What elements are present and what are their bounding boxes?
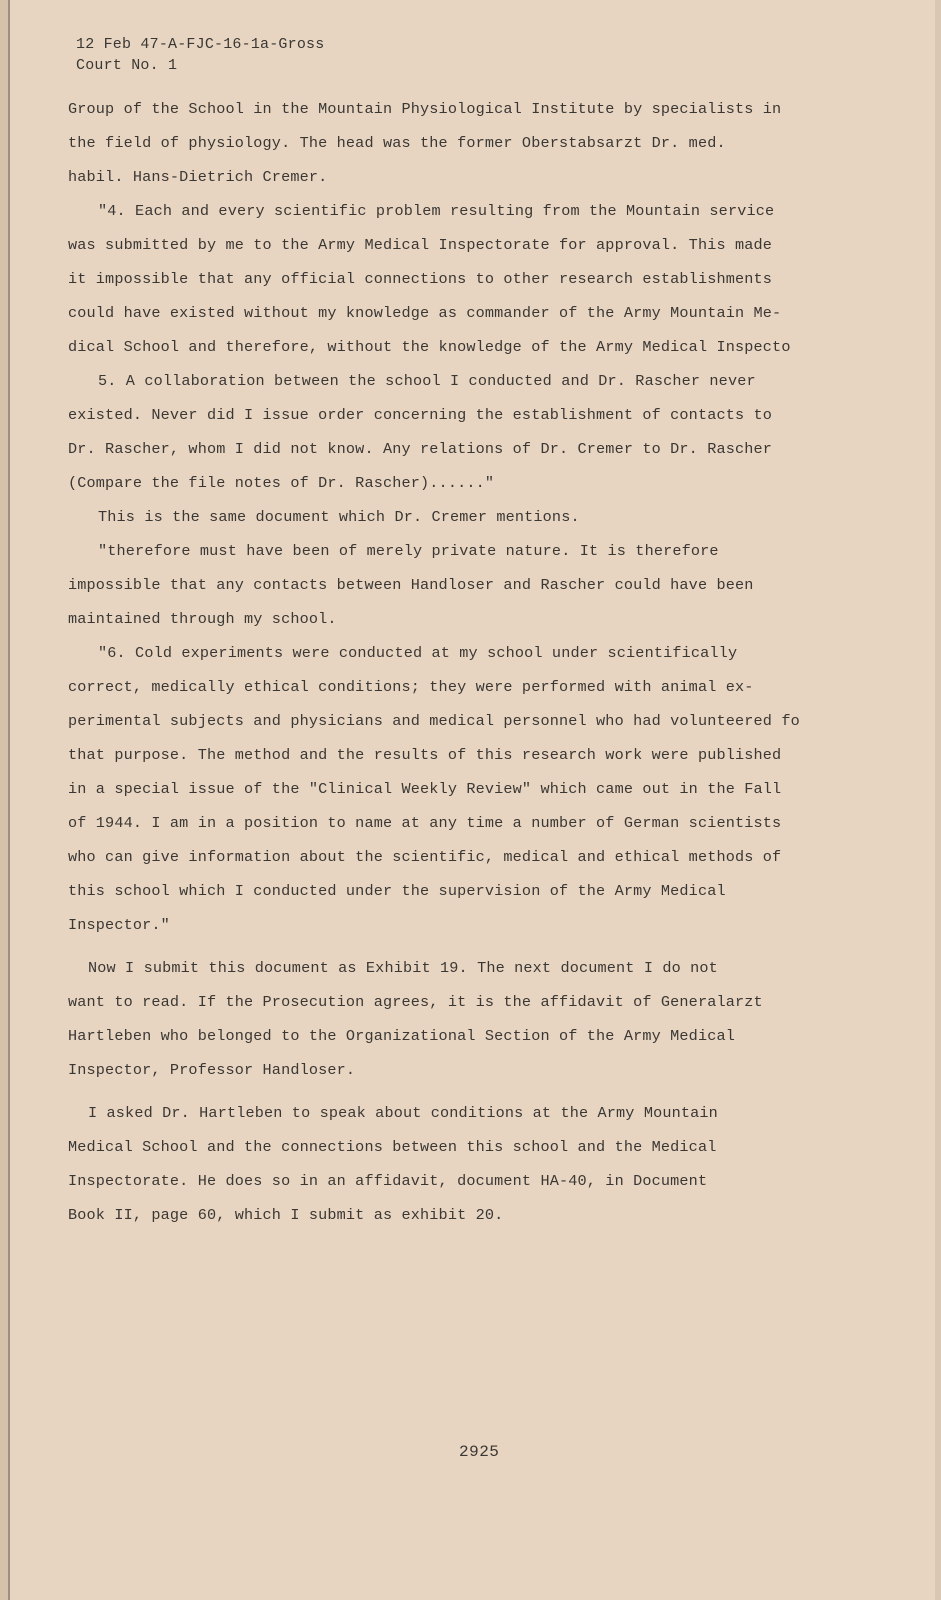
text-line: impossible that any contacts between Handloser and Rascher could have been	[68, 576, 754, 594]
text-line: Group of the School in the Mountain Physiological Institute by specialists in	[68, 100, 782, 118]
header-reference: 12 Feb 47-A-FJC-16-1a-Gross	[76, 36, 325, 53]
text-line: Inspectorate. He does so in an affidavit, document HA-40, in Document	[68, 1172, 708, 1190]
text-line: it impossible that any official connections to other research establishments	[68, 270, 773, 288]
text-line: Now I submit this document as Exhibit 19. The next document I do not	[88, 959, 718, 977]
text-line: could have existed without my knowledge as commander of the Army Mountain Me-	[68, 304, 782, 322]
text-line: want to read. If the Prosecution agrees, it is the affidavit of Generalarzt	[68, 993, 763, 1011]
text-line: Dr. Rascher, whom I did not know. Any relations of Dr. Cremer to Dr. Rascher	[68, 440, 773, 458]
text-line: "therefore must have been of merely private nature. It is therefore	[98, 542, 719, 560]
text-line: this school which I conducted under the supervision of the Army Medical	[68, 882, 726, 900]
paper-binding-line	[8, 0, 10, 1600]
text-line: the field of physiology. The head was the former Oberstabsarzt Dr. med.	[68, 134, 726, 152]
text-line: existed. Never did I issue order concerning the establishment of contacts to	[68, 406, 773, 424]
paper-left-edge	[0, 0, 8, 1600]
page-number: 2925	[459, 1443, 500, 1461]
text-line: of 1944. I am in a position to name at any time a number of German scientists	[68, 814, 782, 832]
text-line: that purpose. The method and the results of this research work were published	[68, 746, 782, 764]
text-line: habil. Hans-Dietrich Cremer.	[68, 168, 328, 186]
text-line: "6. Cold experiments were conducted at my school under scientifically	[98, 644, 738, 662]
text-line: who can give information about the scientific, medical and ethical methods of	[68, 848, 782, 866]
transcript-body	[68, 92, 930, 1232]
text-line: Hartleben who belonged to the Organizational Section of the Army Medical	[68, 1027, 736, 1045]
header-court: Court No. 1	[76, 57, 178, 74]
text-line: I asked Dr. Hartleben to speak about conditions at the Army Mountain	[88, 1104, 718, 1122]
text-line: "4. Each and every scientific problem resulting from the Mountain service	[98, 202, 775, 220]
text-line: This is the same document which Dr. Cremer mentions.	[98, 508, 580, 526]
text-line: perimental subjects and physicians and medical personnel who had volunteered fo	[68, 712, 800, 730]
document-header	[76, 34, 324, 76]
text-line: was submitted by me to the Army Medical Inspectorate for approval. This made	[68, 236, 773, 254]
text-line: Book II, page 60, which I submit as exhibit 20.	[68, 1206, 504, 1224]
text-line: dical School and therefore, without the knowledge of the Army Medical Inspecto	[68, 338, 791, 356]
text-line: correct, medically ethical conditions; they were performed with animal ex-	[68, 678, 754, 696]
text-line: Medical School and the connections between this school and the Medical	[68, 1138, 717, 1156]
text-line: in a special issue of the "Clinical Weekly Review" which came out in the Fall	[68, 780, 782, 798]
text-line: Inspector, Professor Handloser.	[68, 1061, 356, 1079]
text-line: 5. A collaboration between the school I conducted and Dr. Rascher never	[98, 372, 756, 390]
paper-right-edge	[935, 0, 941, 1600]
text-line: Inspector."	[68, 916, 170, 934]
text-line: maintained through my school.	[68, 610, 337, 628]
text-line: (Compare the file notes of Dr. Rascher)......"	[68, 474, 495, 492]
